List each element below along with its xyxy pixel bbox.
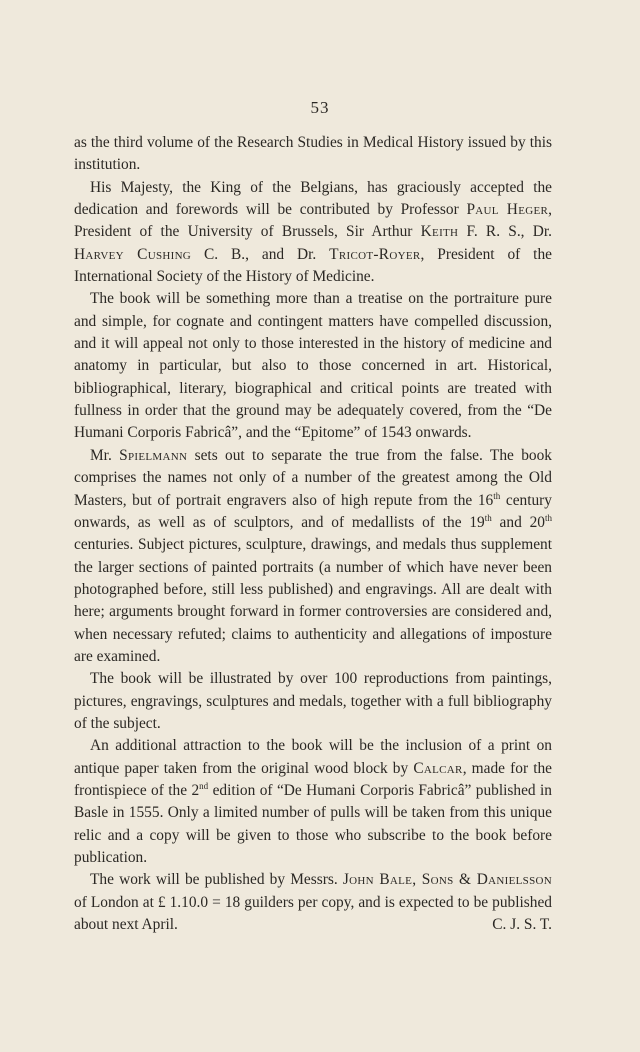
text-run: century onwards, as well as of sculptors, and of medallists of the 19 [74, 491, 553, 531]
text-run: An additional attraction to the book will be the inclusion of a print on antique paper taken from the original wood block by [74, 737, 552, 777]
person-name: Harvey Cushing [74, 245, 192, 263]
person-name: Paul Heger [466, 201, 549, 219]
paragraph-text: The book will be something more than a treatise on the portraiture pure and simple, for cognate and contingent matters have compelled discussion, and it will appeal not only to those interested in the history of medicine and anatomy in particular, but also to those concerned in art. Historical, bibliographical, literary, biographical and critical points are treated with fullness in order that the ground may be adequately covered, from the “De Humani Corporis Fabricâ”, and the “Epitome” of 1543 onwards. [74, 290, 552, 442]
text-run: centuries. Subject pictures, sculpture, drawings, and medals thus supplement the larger sections of painted portraits (a number of which have never been photographed before, still less published) and engravings. All are dealt with here; arguments brought forward in former controversies are considered and, when necessary refuted; claims to authenticity and allegations of imposture are examined. [74, 536, 552, 665]
text-run: , President of the University of Brussels, Sir Arthur [74, 201, 552, 241]
body-text [74, 132, 552, 936]
signature-initials: C. J. S. T. [492, 916, 552, 934]
text-run: C. B., and Dr. [191, 245, 330, 263]
text-run: sets out to separate the true from the false. The book comprises the names not only of a number of the greatest among the Old Masters, but of portrait engravers also of high repute from the 16 [74, 446, 552, 509]
text-run: and 20 [491, 513, 545, 531]
ordinal-suffix: nd [199, 780, 209, 791]
page-number: 53 [310, 98, 330, 117]
ordinal-suffix: th [544, 512, 552, 523]
person-name: Spielmann [119, 446, 188, 464]
text-run: Mr. [90, 446, 120, 464]
paragraph-illustrations [74, 668, 552, 735]
paragraph-contents [74, 445, 552, 668]
person-name: Tricot-Royer [329, 245, 421, 263]
paragraph-text: as the third volume of the Research Studies in Medical History issued by this institution. [74, 134, 552, 174]
paragraph-text: The book will be illustrated by over 100 reproductions from paintings, pictures, engravings, sculptures and medals, together with a full bibliography of the subject. [74, 670, 552, 732]
text-run: of London at £ 1.10.0 = 18 guilders per copy, and is expected to be published about next April. [74, 893, 552, 934]
paragraph-attraction [74, 735, 552, 869]
text-run: The work will be published by Messrs. [90, 871, 343, 889]
text-run: edition of “De Humani Corporis Fabricâ” published in Basle in 1555. Only a limited number of pulls will be taken from this unique relic and a copy will be given to those who subscribe to the book before publication. [74, 781, 552, 866]
publisher-name: John Bale, Sons & Danielsson [342, 871, 552, 889]
paragraph-dedication [74, 177, 552, 289]
person-name: Keith [420, 223, 459, 241]
ordinal-suffix: th [493, 490, 501, 501]
text-run: F. R. S., Dr. [458, 223, 552, 241]
text-run: , made for the frontispiece of the 2 [74, 759, 553, 799]
paragraph-scope [74, 288, 552, 444]
person-name: Calcar [413, 759, 463, 777]
text-run: , President of the International Society of the History of Medicine. [74, 245, 552, 286]
paragraph-continuation [74, 132, 552, 177]
paragraph-publication [74, 869, 552, 936]
text-run: His Majesty, the King of the Belgians, has graciously accepted the dedication and forewords will be contributed by Professor [74, 178, 552, 219]
ordinal-suffix: th [484, 512, 492, 523]
